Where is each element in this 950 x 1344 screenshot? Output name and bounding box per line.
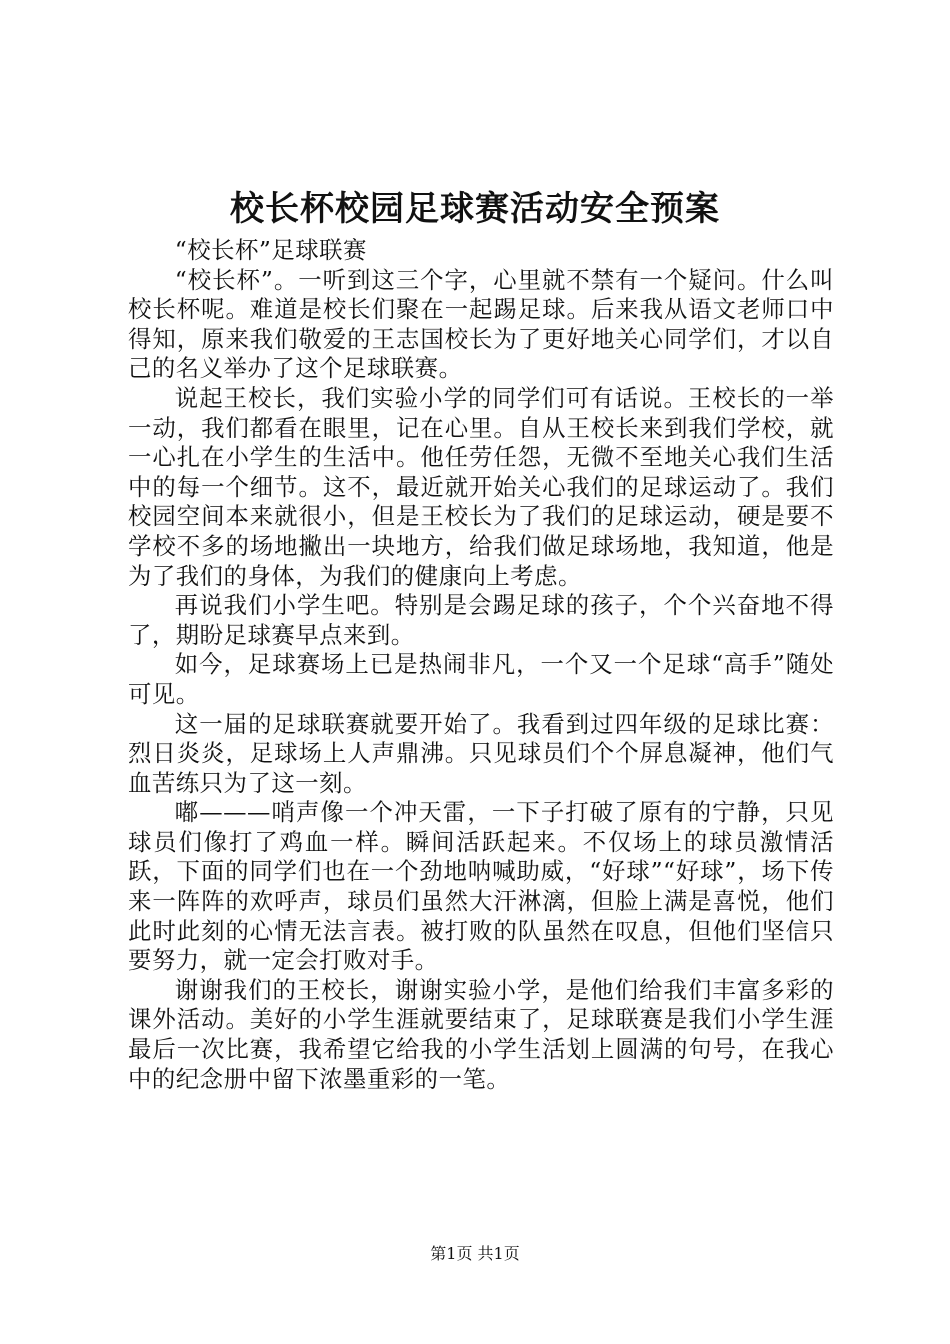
- paragraph-4: 再说我们小学生吧。特别是会踢足球的孩子，个个兴奋地不得了，期盼足球赛早点来到。: [128, 591, 834, 649]
- paragraph-7: 嘟———哨声像一个冲天雷，一下子打破了原有的宁静，只见球员们像打了鸡血一样。瞬间活跃起来。不仅场上的球员激情活跃，下面的同学们也在一个劲地呐喊助威，“好球”“好球”，场下传来一阵阵的欢呼声，球员们虽然大汗淋漓，但脸上满是喜悦，他们此时此刻的心情无法言表。被打败的队虽然在叹息，但他们坚信只要努力，就一定会打败对手。: [128, 798, 834, 975]
- paragraph-3: 说起王校长，我们实验小学的同学们可有话说。王校长的一举一动，我们都看在眼里，记在心里。自从王校长来到我们学校，就一心扎在小学生的生活中。他任劳任怨，无微不至地关心我们生活中的每一个细节。这不，最近就开始关心我们的足球运动了。我们校园空间本来就很小，但是王校长为了我们的足球运动，硬是要不学校不多的场地撇出一块地方，给我们做足球场地，我知道，他是为了我们的身体，为我们的健康向上考虑。: [128, 383, 834, 590]
- document-body: [128, 236, 834, 1094]
- paragraph-8: 谢谢我们的王校长，谢谢实验小学，是他们给我们丰富多彩的课外活动。美好的小学生涯就要结束了，足球联赛是我们小学生涯最后一次比赛，我希望它给我的小学生活划上圆满的句号，在我心中的纪念册中留下浓墨重彩的一笔。: [128, 975, 834, 1093]
- paragraph-6: 这一届的足球联赛就要开始了。我看到过四年级的足球比赛：烈日炎炎，足球场上人声鼎沸。只见球员们个个屏息凝神，他们气血苦练只为了这一刻。: [128, 709, 834, 797]
- paragraph-1: “校长杯”足球联赛: [174, 236, 367, 264]
- paragraph-5: 如今，足球赛场上已是热闹非凡，一个又一个足球“高手”随处可见。: [128, 650, 834, 708]
- page-footer: 第1页 共1页: [430, 1244, 520, 1263]
- document-title: 校长杯校园足球赛活动安全预案: [230, 189, 720, 229]
- paragraph-2: “校长杯”。一听到这三个字，心里就不禁有一个疑问。什么叫校长杯呢。难道是校长们聚在一起踢足球。后来我从语文老师口中得知，原来我们敬爱的王志国校长为了更好地关心同学们，才以自己的名义举办了这个足球联赛。: [128, 265, 834, 383]
